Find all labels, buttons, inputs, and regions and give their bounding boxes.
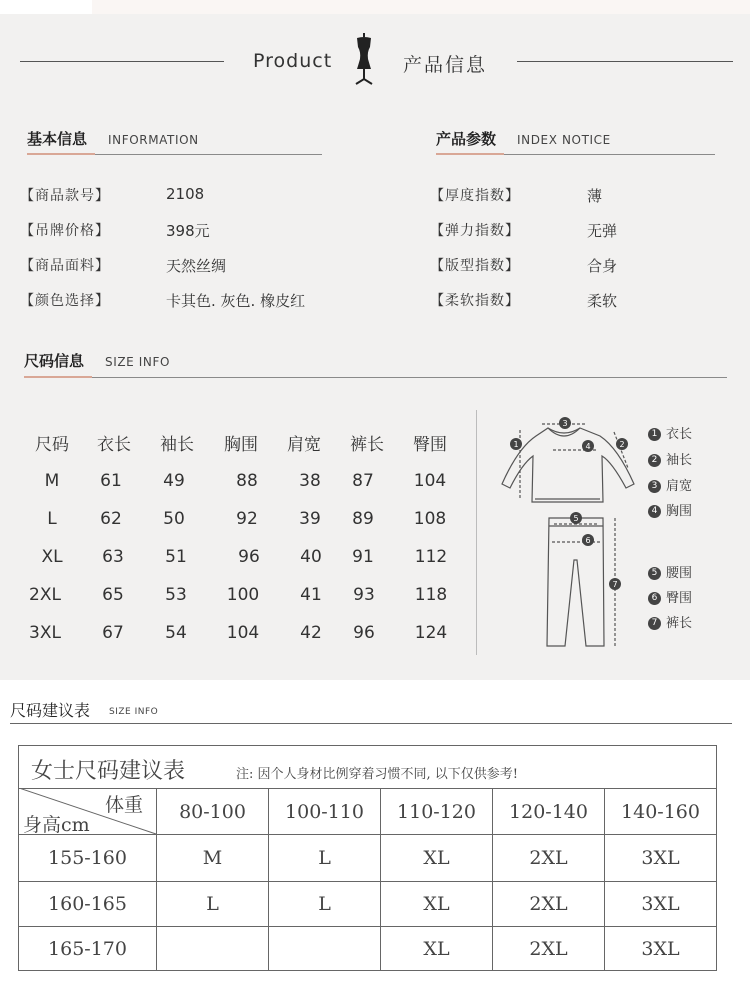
size-cell: 53 <box>165 585 187 605</box>
size-cell: 91 <box>352 547 374 567</box>
size-cell: M <box>44 471 60 491</box>
size-cell: 100 <box>226 585 260 605</box>
size-suggestion: 2XL <box>529 847 568 869</box>
size-cell: 49 <box>163 471 185 491</box>
size-cell: 39 <box>299 509 321 529</box>
recommend-rule <box>10 723 732 724</box>
size-cell: 89 <box>352 509 374 529</box>
size-cell: 92 <box>236 509 258 529</box>
basic-info-value: 2108 <box>166 185 205 203</box>
param-value: 柔软 <box>587 292 618 310</box>
svg-text:6: 6 <box>585 536 591 545</box>
size-suggestion: L <box>206 893 219 915</box>
svg-text:5: 5 <box>573 514 579 523</box>
size-cell: 88 <box>236 471 258 491</box>
legend-item: 4 胸围 <box>648 500 692 519</box>
size-cell: 50 <box>163 509 185 529</box>
rec-table-title: 女士尺码建议表 <box>31 759 186 784</box>
size-suggestion: M <box>202 847 223 869</box>
size-cell: 87 <box>352 471 374 491</box>
size-col-header: 臀围 <box>413 435 447 455</box>
product-params-accent <box>436 153 504 155</box>
height-range: 160-165 <box>48 893 127 915</box>
size-cell: 67 <box>102 623 124 643</box>
corner-height-label: 身高cm <box>23 814 90 836</box>
basic-info-label: 【商品款号】 <box>20 188 110 204</box>
param-label: 【柔软指数】 <box>430 293 520 309</box>
svg-text:3: 3 <box>562 419 568 428</box>
size-cell: 104 <box>413 471 447 491</box>
header-title-cn: 产品信息 <box>403 54 488 76</box>
size-suggestion: 2XL <box>529 893 568 915</box>
header-rule-left <box>20 61 224 62</box>
size-cell: 93 <box>353 585 375 605</box>
size-cell: 124 <box>414 623 448 643</box>
svg-text:7: 7 <box>612 580 618 589</box>
size-suggestion: XL <box>423 893 450 915</box>
size-col-header: 尺码 <box>35 435 69 455</box>
size-info-accent <box>24 376 92 378</box>
weight-header: 100-110 <box>285 801 364 823</box>
size-cell: 41 <box>300 585 322 605</box>
size-cell: L <box>47 509 57 529</box>
size-col-header: 肩宽 <box>287 435 321 455</box>
size-cell: XL <box>41 547 63 567</box>
size-col-header: 衣长 <box>97 435 131 455</box>
basic-info-value: 天然丝绸 <box>166 257 227 275</box>
size-cell: 38 <box>299 471 321 491</box>
header-title-en: Product <box>253 50 333 72</box>
svg-text:1: 1 <box>513 440 519 449</box>
svg-text:4: 4 <box>585 442 591 451</box>
basic-info-label: 【吊牌价格】 <box>20 223 110 239</box>
basic-info-label: 【商品面料】 <box>20 258 110 274</box>
corner-weight-label: 体重 <box>105 794 144 816</box>
size-cell: 108 <box>413 509 447 529</box>
param-label: 【版型指数】 <box>430 258 520 274</box>
legend-item: 3 肩宽 <box>648 475 692 494</box>
size-cell: 104 <box>226 623 260 643</box>
size-suggestion: 2XL <box>529 938 568 960</box>
size-cell: 112 <box>414 547 448 567</box>
mannequin-icon <box>352 33 376 85</box>
size-suggestion: 3XL <box>641 847 680 869</box>
rec-table-note: 注: 因个人身材比例穿着习惯不同, 以下仅供参考! <box>236 767 519 782</box>
size-cell: 65 <box>102 585 124 605</box>
size-suggestion: XL <box>423 847 450 869</box>
basic-info-value: 卡其色. 灰色. 橡皮红 <box>166 292 306 310</box>
size-col-header: 袖长 <box>160 435 194 455</box>
size-info-title: 尺码信息 <box>24 352 85 370</box>
size-cell: 40 <box>300 547 322 567</box>
param-value: 无弹 <box>587 222 618 240</box>
legend-item: 5 腰围 <box>648 562 692 581</box>
legend-item: 1 衣长 <box>648 423 692 442</box>
size-cell: 118 <box>414 585 448 605</box>
param-value: 合身 <box>587 257 618 275</box>
height-range: 155-160 <box>48 847 127 869</box>
size-suggestion: L <box>318 847 331 869</box>
basic-info-title: 基本信息 <box>27 130 88 148</box>
top-strip <box>0 0 750 14</box>
size-cell: 51 <box>165 547 187 567</box>
basic-info-value: 398元 <box>166 222 210 240</box>
legend-item: 2 袖长 <box>648 449 692 468</box>
basic-info-label: 【颜色选择】 <box>20 293 110 309</box>
size-cell: 62 <box>100 509 122 529</box>
weight-header: 140-160 <box>621 801 700 823</box>
legend-item: 6 臀围 <box>648 587 692 606</box>
basic-info-accent <box>27 153 95 155</box>
size-cell: 54 <box>165 623 187 643</box>
size-col-header: 胸围 <box>224 435 258 455</box>
size-info-rule <box>24 377 727 378</box>
size-recommendation-table <box>18 745 717 971</box>
weight-header: 80-100 <box>179 801 246 823</box>
size-suggestion: XL <box>423 938 450 960</box>
size-suggestion: 3XL <box>641 893 680 915</box>
recommend-title: 尺码建议表 <box>10 701 91 720</box>
product-params-subtitle: INDEX NOTICE <box>517 133 611 147</box>
param-value: 薄 <box>587 187 603 205</box>
header-rule-right <box>517 61 733 62</box>
legend-item: 7 裤长 <box>648 612 692 631</box>
size-cell: 2XL <box>29 585 61 605</box>
weight-header: 110-120 <box>397 801 476 823</box>
size-cell: 63 <box>102 547 124 567</box>
size-cell: 42 <box>300 623 322 643</box>
size-suggestion: 3XL <box>641 938 680 960</box>
size-info-subtitle: SIZE INFO <box>105 355 171 369</box>
product-params-title: 产品参数 <box>436 130 497 148</box>
size-cell: 96 <box>353 623 375 643</box>
recommend-subtitle: SIZE INFO <box>109 707 159 717</box>
size-suggestion: L <box>318 893 331 915</box>
measurement-diagram <box>476 410 646 655</box>
svg-text:2: 2 <box>619 440 625 449</box>
basic-info-subtitle: INFORMATION <box>108 133 199 147</box>
param-label: 【弹力指数】 <box>430 223 520 239</box>
height-range: 165-170 <box>48 938 127 960</box>
size-cell: 61 <box>100 471 122 491</box>
weight-header: 120-140 <box>509 801 588 823</box>
size-cell: 96 <box>238 547 260 567</box>
size-col-header: 裤长 <box>350 435 384 455</box>
param-label: 【厚度指数】 <box>430 188 520 204</box>
size-cell: 3XL <box>29 623 61 643</box>
